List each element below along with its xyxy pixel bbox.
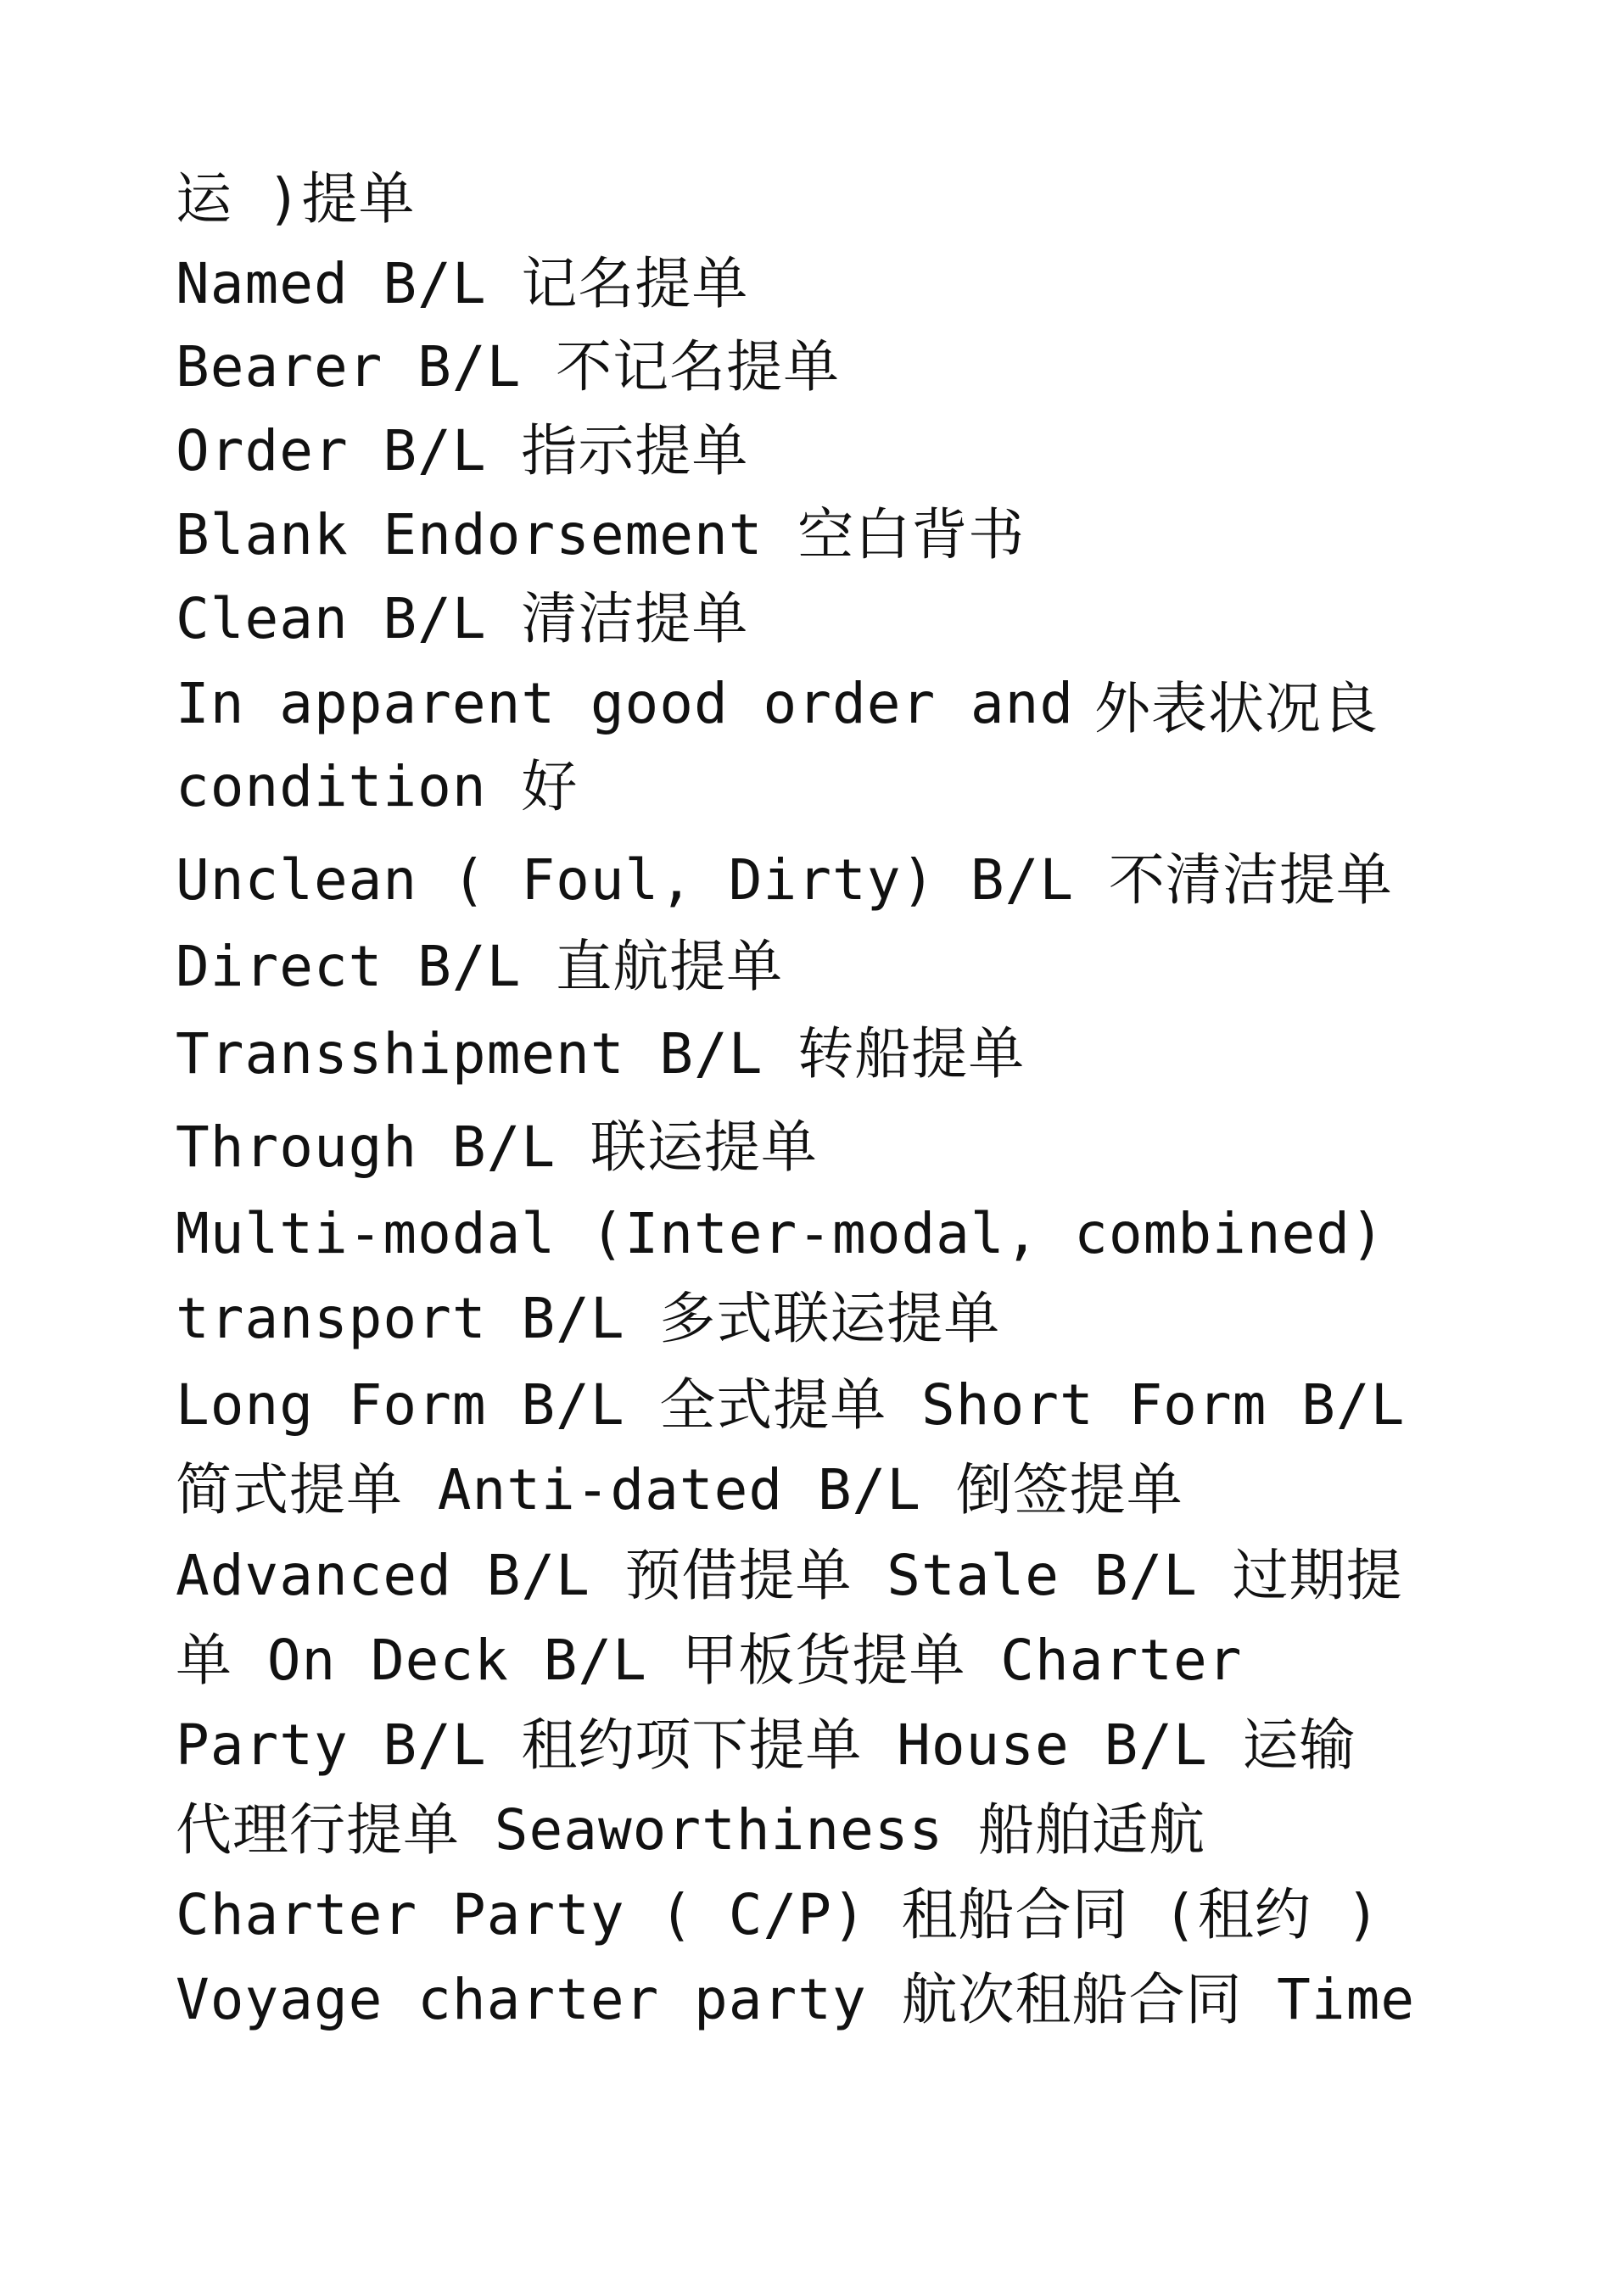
- text-line: Bearer B/L 不记名提单: [176, 334, 841, 399]
- text-line: Advanced B/L 预借提单 Stale B/L 过期提: [176, 1543, 1403, 1608]
- text-line: Blank Endorsement 空白背书: [176, 502, 1026, 567]
- text-line: Charter Party ( C/P) 租船合同 (租约 ): [176, 1882, 1381, 1947]
- side-text: 外表状况良: [1094, 676, 1379, 741]
- text-line: 单 On Deck B/L 甲板货提单 Charter: [176, 1628, 1243, 1693]
- text-line: transport B/L 多式联运提单: [176, 1286, 1001, 1351]
- text-line: Clean B/L 清洁提单: [176, 586, 749, 651]
- text-line: Named B/L 记名提单: [176, 251, 749, 316]
- text-line: In apparent good order and: [176, 671, 1075, 736]
- text-line: 运 )提单: [176, 166, 416, 232]
- text-line: Multi-modal (Inter-modal, combined): [176, 1201, 1385, 1266]
- text-line: Unclean ( Foul, Dirty) B/L 不清洁提单: [176, 847, 1393, 913]
- text-line: 简式提单 Anti-dated B/L 倒签提单: [176, 1457, 1183, 1522]
- text-line: Direct B/L 直航提单: [176, 934, 784, 999]
- text-line: Party B/L 租约项下提单 House B/L 运输: [176, 1712, 1356, 1778]
- text-line: condition 好: [176, 754, 579, 819]
- text-line: Transshipment B/L 转船提单: [176, 1021, 1026, 1087]
- text-line: Long Form B/L 全式提单 Short Form B/L: [176, 1372, 1406, 1438]
- text-line: 代理行提单 Seaworthiness 船舶适航: [176, 1797, 1206, 1863]
- text-line: Through B/L 联运提单: [176, 1114, 818, 1180]
- text-line: Order B/L 指示提单: [176, 418, 749, 483]
- text-line: Voyage charter party 航次租船合同 Time: [176, 1967, 1416, 2032]
